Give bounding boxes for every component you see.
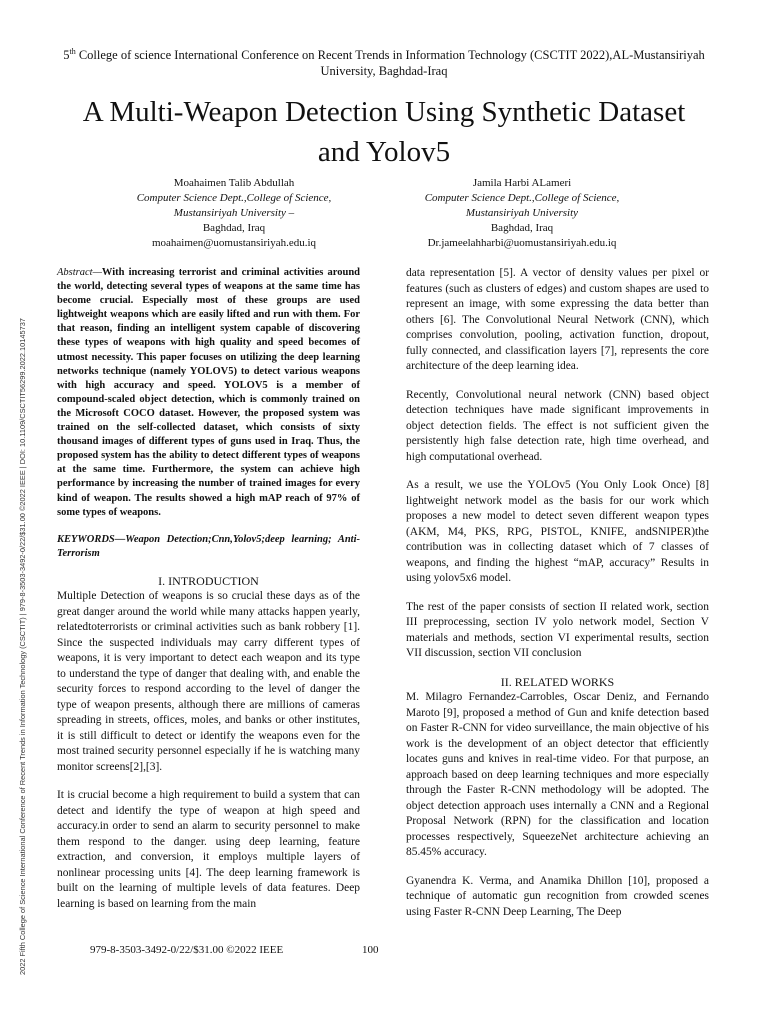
conference-name: College of science International Conference on Recent Trends in Information Technology (CSCTIT 2022),AL-Mustansiriyah University, Baghdad-Iraq <box>75 48 705 79</box>
author-email: moahaimen@uomustansiriyah.edu.iq <box>151 237 317 249</box>
intro-paragraph-4: Recently, Convolutional neural network (CNN) based object detection techniques have made significant improvements in object detection fields. The effect is not sufficient given the persistently high false detection rate, high time overhead, and high computational overhead. <box>406 388 709 463</box>
abstract <box>57 266 360 520</box>
right-column <box>406 266 709 933</box>
author-dept: Computer Science Dept.,College of Science, <box>424 192 620 204</box>
intro-paragraph-6: The rest of the paper consists of section II related work, section III preprocessing, section IV yolo network model, Section V materials and methods, section VI experimental results, section VII discussion, section VII conclusion <box>406 600 709 659</box>
abstract-text: With increasing terrorist and criminal activities around the world, detecting several types of weapons at the same time has become crucial. Especially most of these groups are used lightweight weapons which are easily lifted and run with them. For that reason, finding an intelligent system capable of discovering these types of weapons with high quality and speed becomes of utmost necessity. This paper focuses on utilizing the deep learning networks technique (namely YOLOV5) to detect various weapons with high accuracy and speed. YOLOV5 is a member of compound-scaled object detection, which is commonly trained on the Microsoft COCO dataset. However, the proposed system was trained on the self-collected dataset, which consists of sixty thousand images of different types of guns used in Iraq. Thus, the proposed system has the ability to detect different types of weapons at the same time. Furthermore, the system can achieve high performance by increasing the number of trained images for every kind of weapon. The results showed a high mAP reach of 97% of some types of weapons. <box>57 267 360 518</box>
conference-number-suffix: th <box>69 47 76 56</box>
intro-paragraph-2: It is crucial become a high requirement to build a system that can detect and identify the type of weapon at high speed and accuracy.in order to send an alarm to security personnel to make them respond to the danger. using deep learning, feature extraction, and conversion, it employs multiple layers of nonlinear processing units [4]. The deep learning framework is built on the learning of multiple levels of data features. Deep learning is based on learning from the main <box>57 789 360 910</box>
intro-paragraph-5: As a result, we use the YOLOv5 (You Only Look Once) [8] lightweight network model as the basis for our work which proposes a new model to detect seven different weapon types (AKM, M4, PKS, RPG, PISTOL, KNIFE, andSNIPER)the contribution was in collecting dataset which of 7 classes of weapons, and finding the highest “mAP, accuracy” Results in using yolov5x6 model. <box>406 479 709 584</box>
left-column <box>57 266 360 925</box>
side-doi-strip <box>6 0 27 1024</box>
related-paragraph-2: Gyanendra K. Verma, and Anamika Dhillon [10], proposed a technique of automatic gun recognition from crowded scenes using Faster R-CNN Deep Learning, The Deep <box>406 874 709 918</box>
keywords <box>57 533 360 561</box>
conference-header <box>60 44 708 79</box>
paper-title: A Multi-Weapon Detection Using Synthetic Dataset and Yolov5 <box>82 96 686 168</box>
author-university: Mustansiriyah University <box>465 207 579 219</box>
author-block-2 <box>372 176 672 251</box>
author-university: Mustansiriyah University – <box>173 207 295 219</box>
footer-isbn: 979-8-3503-3492-0/22/$31.00 ©2022 IEEE <box>90 944 284 956</box>
author-city: Baghdad, Iraq <box>202 222 266 234</box>
conference-number: 5 <box>63 48 70 63</box>
author-city: Baghdad, Iraq <box>490 222 554 234</box>
intro-paragraph-3: data representation [5]. A vector of density values per pixel or features (such as clusters of edges) and custom shapes are used to represent an image, with some expressing the data better than others [6]. The Convolutional Neural Network (CNN), which comprises convolution, pooling, activation function, dropout, fully connected, and classification layers [7], represents the core architecture of the deep learning idea. <box>406 267 709 372</box>
keywords-text: Weapon Detection;Cnn,Yolov5;deep learning; Anti-Terrorism <box>57 533 360 559</box>
intro-paragraph-1: Multiple Detection of weapons is so crucial these days as of the great danger around the world while many attacks happen yearly, relatedtoterrorists or criminal activities such as bank robbery [1]. Since the suspected individuals may carry different types of weapons, it is very important to detect each weapon and its type to understand the type of danger that dealing with, and enable the security forces to respond according to the level of danger the type of weapon presents, although there are millions of cameras spreading in streets, offices, moles, and banks or other institutes, it is still difficult to detect or identify the weapons even for the most trained security personnel especially if he is watching many monitor screens[2],[3]. <box>57 590 360 773</box>
side-doi-text: 2022 Fifth College of Science International Conference of Recent Trends in Information Technology (CSCTIT) | 979-8-3503-3492-0/22/$31.00 ©2022 IEEE | DOI: 10.1109/CSCTIT56299.2022.10145737 <box>18 318 27 975</box>
author-name: Moahaimen Talib Abdullah <box>173 177 295 189</box>
abstract-label: Abstract— <box>57 267 102 278</box>
section-heading-introduction: I. INTRODUCTION <box>158 573 259 588</box>
keywords-label: KEYWORDS— <box>57 533 126 545</box>
author-block-1 <box>84 176 384 251</box>
related-paragraph-1: M. Milagro Fernandez-Carrobles, Oscar Deniz, and Fernando Maroto [9], proposed a method of Gun and knife detection based on Faster R-CNN for video surveillance, the main objective of his work is the development of an object detector that efficiently locates guns and knives in real-time video. For that purpose, an approach based on deep learning techniques and more especially through the Faster R-CNN methodology will be adopted. The object detection approach uses internally a CNN and a Regional Proposal Network (RPN) for the classification and location processes respectively, SqueezeNet architecture achieving an 85.45% accuracy. <box>406 691 709 858</box>
author-email: Dr.jameelahharbi@uomustansiriyah.edu.iq <box>427 237 617 249</box>
author-name: Jamila Harbi ALameri <box>472 177 572 189</box>
section-heading-related-works: II. RELATED WORKS <box>500 674 615 689</box>
author-dept: Computer Science Dept.,College of Science, <box>136 192 332 204</box>
page-number: 100 <box>362 944 379 956</box>
